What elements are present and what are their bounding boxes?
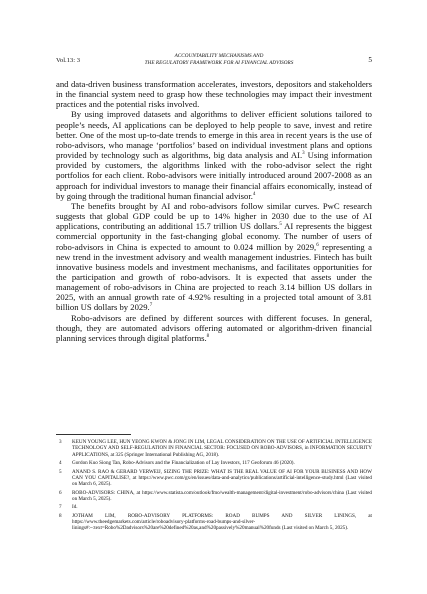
footnote-number: 6 <box>59 489 62 496</box>
footnote-text: Gordon Kuo Siong Tan, Robo-Advisors and the Financialization of Lay Investors, 117 Geoforum 46 (2020). <box>72 460 295 467</box>
footnote-text: KEUN YOUNG LEE, HUN YEONG KWON & JONG IN LIM, LEGAL CONSIDERATION ON THE USE OF ARTIFICIAL INTELLIGENCE TECHNOLOGY AND SELF-REGULATION IN FINANCIAL SECTOR: FOCUSED ON ROBO-ADVISORS, in INFORMATION SECURITY APPLICATIONS, at 325 (Springer International Publishing AG, 2018). <box>72 439 372 458</box>
footnote <box>56 490 372 503</box>
footnote <box>56 469 372 488</box>
footnote-text: ANAND S. RAO & GERARD VERWEIJ, SIZING THE PRIZE: WHAT IS THE REAL VALUE OF AI FOR YOUR BUSINESS AND HOW CAN YOU CAPITALISE?, at https://www.pwc.com/gx/en/issues/data-and-analytics/publications/artificial-intelligence-study.html (Last visited on March 6, 2025). <box>72 468 372 488</box>
footnote <box>56 504 372 510</box>
footnote-text: ROBO-ADVISORS: CHINA, at https://www.statista.com/outlook/fmo/wealth-management/digital-investment/robo-advisors/china (Last visited on March 5, 2025). <box>72 489 372 502</box>
footnote-number: 8 <box>59 512 62 519</box>
main-text <box>56 79 372 343</box>
running-title-line-1: ACCOUNTABILITY MECHANISMS AND <box>174 53 264 59</box>
footnote-ref[interactable]: 4 <box>252 191 256 197</box>
footnote-number: 3 <box>59 439 62 445</box>
paragraph-3: The benefits brought by AI and robo-advisors follow similar curves. PwC research suggests that global GDP could be up to 14% higher in 2030 due to the use of AI applications, contributing an additional 15.7 trillion US dollars.$^5$ AI represents the biggest commercial opportunity in the fast-changing global economy. The number of users of robo-advisors in China is expected to amount to 0.024 million by 2029,$^6$ representing a new trend in the investment advisory and wealth management industries. Fintech has built innovative business models and investment mechanisms, and facilitates opportunities for the participation and growth of robo-advisors. It is expected that assets under the management of robo-advisors in China are projected to reach 3.14 billion US dollars in 2025, with an annual growth rate of 4.92% resulting in a projected total amount of 3.81 billion US dollars by 2029.$^7$ <box>56 200 372 313</box>
running-header <box>56 53 372 77</box>
paragraph-4: Robo-advisors are defined by different sources with different focuses. In general, though, they are automated advisors offering automated or algorithm-driven financial planning services through digital platforms.$^8$ <box>56 312 372 343</box>
footnote <box>56 460 372 466</box>
footnote-divider <box>56 434 131 435</box>
footnote-ref[interactable]: 6 <box>316 242 319 248</box>
footnote-number: 5 <box>59 468 62 475</box>
paragraph-2: By using improved datasets and algorithms to deliver efficient solutions tailored to people’s needs, AI applications can be deployed to help people to save, invest and retire better. One of the most up-to-date trends to emerge in this area in recent years is the use of robo-advisors, who manage ‘portfolios’ based on individual investment plans and options provided by technology such as algorithms, big data analysis and AI.$^3$ Using information provided by customers, the algorithms linked with the robo-advisor select the right portfolios for each client. Robo-advisors were initially introduced around 2007-2008 as an approach for individual investors to manage their financial affairs economically, instead of by going through the traditional human financial advisor.$^4$ <box>56 109 373 201</box>
footnote-ref[interactable]: 5 <box>279 222 282 228</box>
page-number: 5 <box>368 56 372 64</box>
footnote-text: Id. <box>72 504 78 511</box>
volume-number: Vol.13: 3 <box>56 57 81 64</box>
paragraph-1: and data-driven business transformation accelerates, investors, depositors and stakeholders in the financial system need to grasp how these technologies may impact their investment practices and the potential risks involved. <box>56 79 372 110</box>
footnote-text: JOTHAM LIM, ROBO-ADVISORY PLATFORMS: ROAD BUMPS AND SILVER LININGS, at https://www.theedgemarkets.com/article/roboadvisory-platforms-road-bumps-and-silver-linings#:~:text=Robo%2Dadvisors%20are%20defined%20as,and%20passively%20manual%20funds (Last visited on March 5, 2025). <box>72 512 372 532</box>
footnote-number: 7 <box>59 504 62 511</box>
footnote <box>56 439 372 458</box>
footnote-number: 4 <box>59 460 62 467</box>
running-title-line-2: THE REGULATORY FRAMEWORK FOR AI FINANCIAL ADVISORS <box>144 59 294 66</box>
footnotes <box>56 439 372 534</box>
footnote-ref[interactable]: 7 <box>149 303 153 309</box>
footnote-ref[interactable]: 3 <box>302 151 305 157</box>
footnote <box>56 513 372 532</box>
running-title <box>96 53 342 66</box>
footnote-ref[interactable]: 8 <box>206 334 210 340</box>
